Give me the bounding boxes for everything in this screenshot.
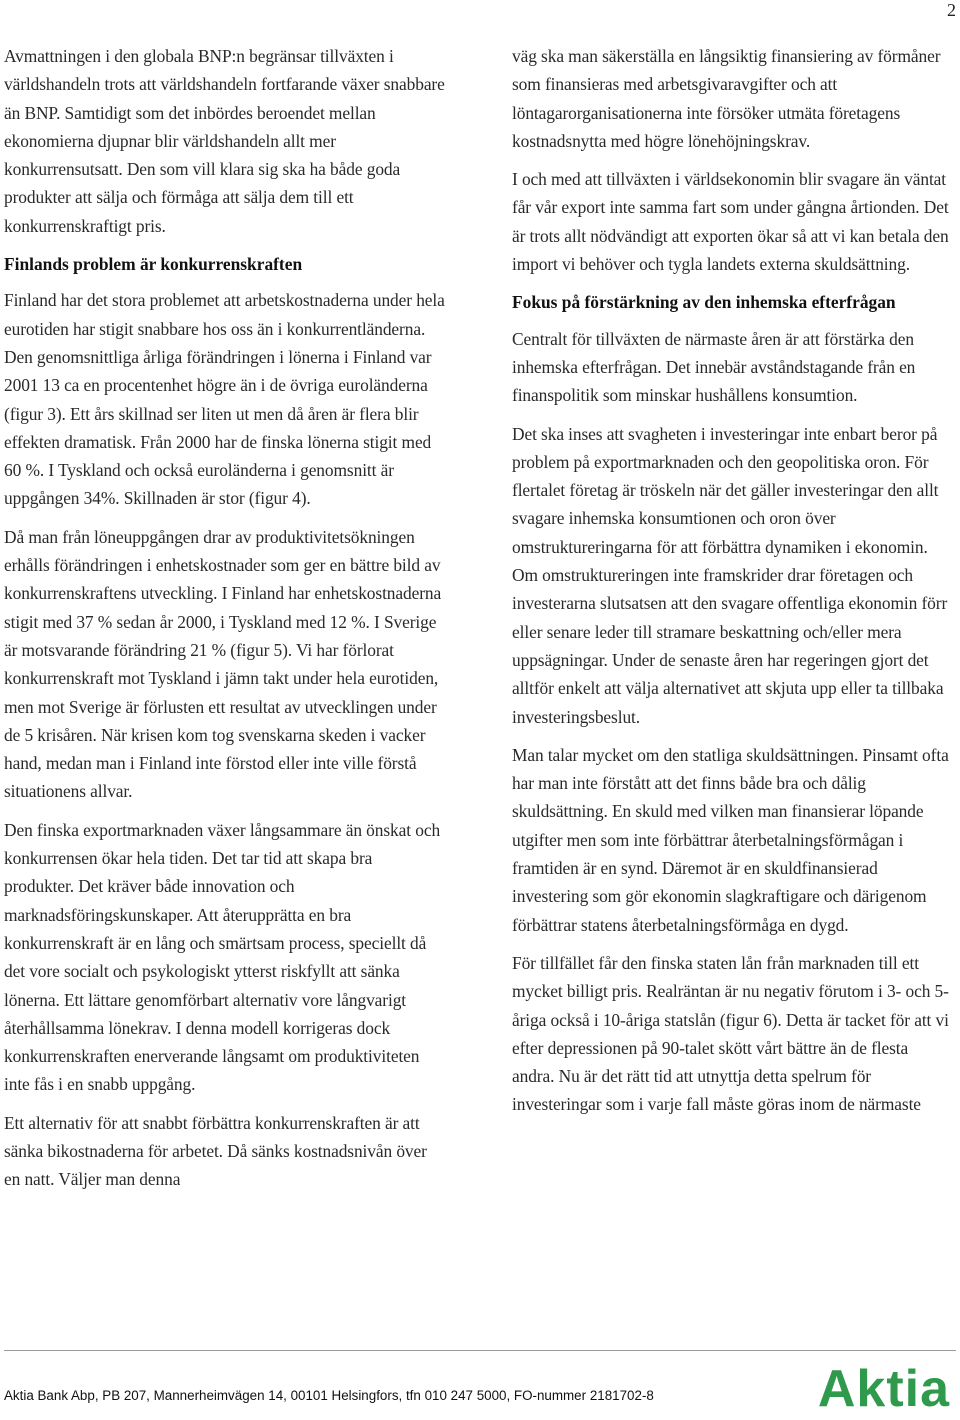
footer-address: Aktia Bank Abp, PB 207, Mannerheimvägen 14, 00101 Helsingfors, tfn 010 247 5000, FO-nummer 2181702-8 — [4, 1388, 654, 1403]
left-column — [4, 42, 446, 1204]
paragraph: För tillfället får den finska staten lån från marknaden till ett mycket billigt pris. Realräntan är nu negativ förutom i 3- och 5-åriga också i 10-åriga statslån (figur 6). Detta är tacket för att vi efter depressionen på 90-talet skött vårt bättre än de flesta andra. Nu är det rätt tid att utnyttja detta spelrum för investeringar som i varje fall måste göras inom de närmaste — [512, 952, 949, 1115]
section-heading: Finlands problem är konkurrenskraften — [4, 254, 303, 275]
section-heading: Fokus på förstärkning av den inhemska efterfrågan — [512, 292, 896, 313]
paragraph: Då man från löneuppgången drar av produktivitetsökningen erhålls förändringen i enhetskostnader som ger en bättre bild av konkurrenskraftens utveckling. I Finland har enhetskostnaderna stigit med 37 % sedan år 2000, i Tyskland med 12 %. I Sverige är motsvarande förändring 21 % (figur 5). Vi har förlorat konkurrenskraft mot Tyskland i jämn takt under hela eurotiden, men mot Sverige är förlusten ett resultat av utvecklingen under de 5 krisåren. När krisen kom tog svenskarna skeden i vacker hand, medan man i Finland inte förstod eller inte ville förstå situationens allvar. — [4, 526, 442, 802]
paragraph: väg ska man säkerställa en långsiktig finansiering av förmåner som finansieras med arbetsgivaravgifter och att löntagarorganisationerna inte försöker utmäta företagens kostnadsnytta med högre lönehöjningskrav. — [512, 46, 941, 151]
paragraph: Avmattningen i den globala BNP:n begränsar tillväxten i världshandeln trots att världshandeln fortfarande växer snabbare än BNP. Samtidigt som det inbördes beroendet mellan ekonomierna djupnar blir världshandeln allt mer konkurrensutsatt. Den som vill klara sig ska ha både goda produkter att sälja och förmåga att sälja dem till ett konkurrenskraftigt pris. — [4, 46, 445, 236]
paragraph: Det ska inses att svagheten i investeringar inte enbart beror på problem på exportmarknaden och den geopolitiska oron. För flertalet företag är tröskeln när det gäller investeringar den allt svagare inhemska konsumtionen och oron över omstruktureringarna för att förbättra dynamiken i ekonomin. Om omstruktureringen inte framskrider drar företagen och investerarna slutsatsen att den svagare offentliga ekonomin förr eller senare leder till stramare beskattning och/eller mera uppsägningar. Under de senaste åren har regeringen gjort det alltför enkelt att välja alternativet att skjuta upp eller ta tillbaka investeringsbeslut. — [512, 423, 948, 727]
page-number: 2 — [947, 0, 956, 20]
footer-divider — [4, 1350, 956, 1351]
paragraph: Finland har det stora problemet att arbetskostnaderna under hela eurotiden har stigit snabbare hos oss än i konkurrentländerna. Den genomsnittliga årliga förändringen i lönerna i Finland var 2001 13 ca en procentenhet högre än i de övriga euroländerna (figur 3). Ett års skillnad ser liten ut men då åren är flera blir effekten dramatisk. Från 2000 har de finska lönerna stigit med 60 %. I Tyskland och också euroländerna i genomsnitt är uppgången 34%. Skillnaden är stor (figur 4). — [4, 290, 445, 509]
right-column — [512, 42, 954, 1129]
paragraph: Ett alternativ för att snabbt förbättra konkurrenskraften är att sänka bikostnaderna för arbetet. Då sänks kostnadsnivån över en natt. Väljer man denna — [4, 1112, 427, 1190]
paragraph: Man talar mycket om den statliga skuldsättningen. Pinsamt ofta har man inte förstått att det finns både bra och dålig skuldsättning. En skuld med vilken man finansierar löpande utgifter men som inte förbättrar återbetalningsförmågan i framtiden är en synd. Däremot är en skuldfinansierad investering som gör ekonomin slagkraftigare och därigenom förbättrar statens återbetalningsförmåga en dygd. — [512, 744, 949, 935]
paragraph: Den finska exportmarknaden växer långsammare än önskat och konkurrensen ökar hela tiden. Det tar tid att skapa bra produkter. Det kräver både innovation och marknadsföringskunskaper. Att återupprätta en bra konkurrenskraft är en lång och smärtsam process, speciellt då det vore socialt och psykologiskt ytterst riskfyllt att sänka lönerna. Ett lättare genomförbart alternativ vore långvarigt återhållsamma lönekrav. I denna modell korrigeras dock konkurrenskraften enerverande långsamt om produktiviteten inte fås i en snabb uppgång. — [4, 819, 441, 1095]
paragraph: I och med att tillväxten i världsekonomin blir svagare än väntat får vår export inte samma fart som under gångna årtionden. Det är trots allt nödvändigt att exporten ökar så att vi kan betala den import vi behöver och tygla landets externa skuldsättning. — [512, 169, 949, 275]
aktia-logo: Aktia — [817, 1360, 950, 1418]
paragraph: Centralt för tillväxten de närmaste åren är att förstärka den inhemska efterfrågan. Det innebär avståndstagande från en finanspolitik som minskar hushållens konsumtion. — [512, 328, 916, 406]
